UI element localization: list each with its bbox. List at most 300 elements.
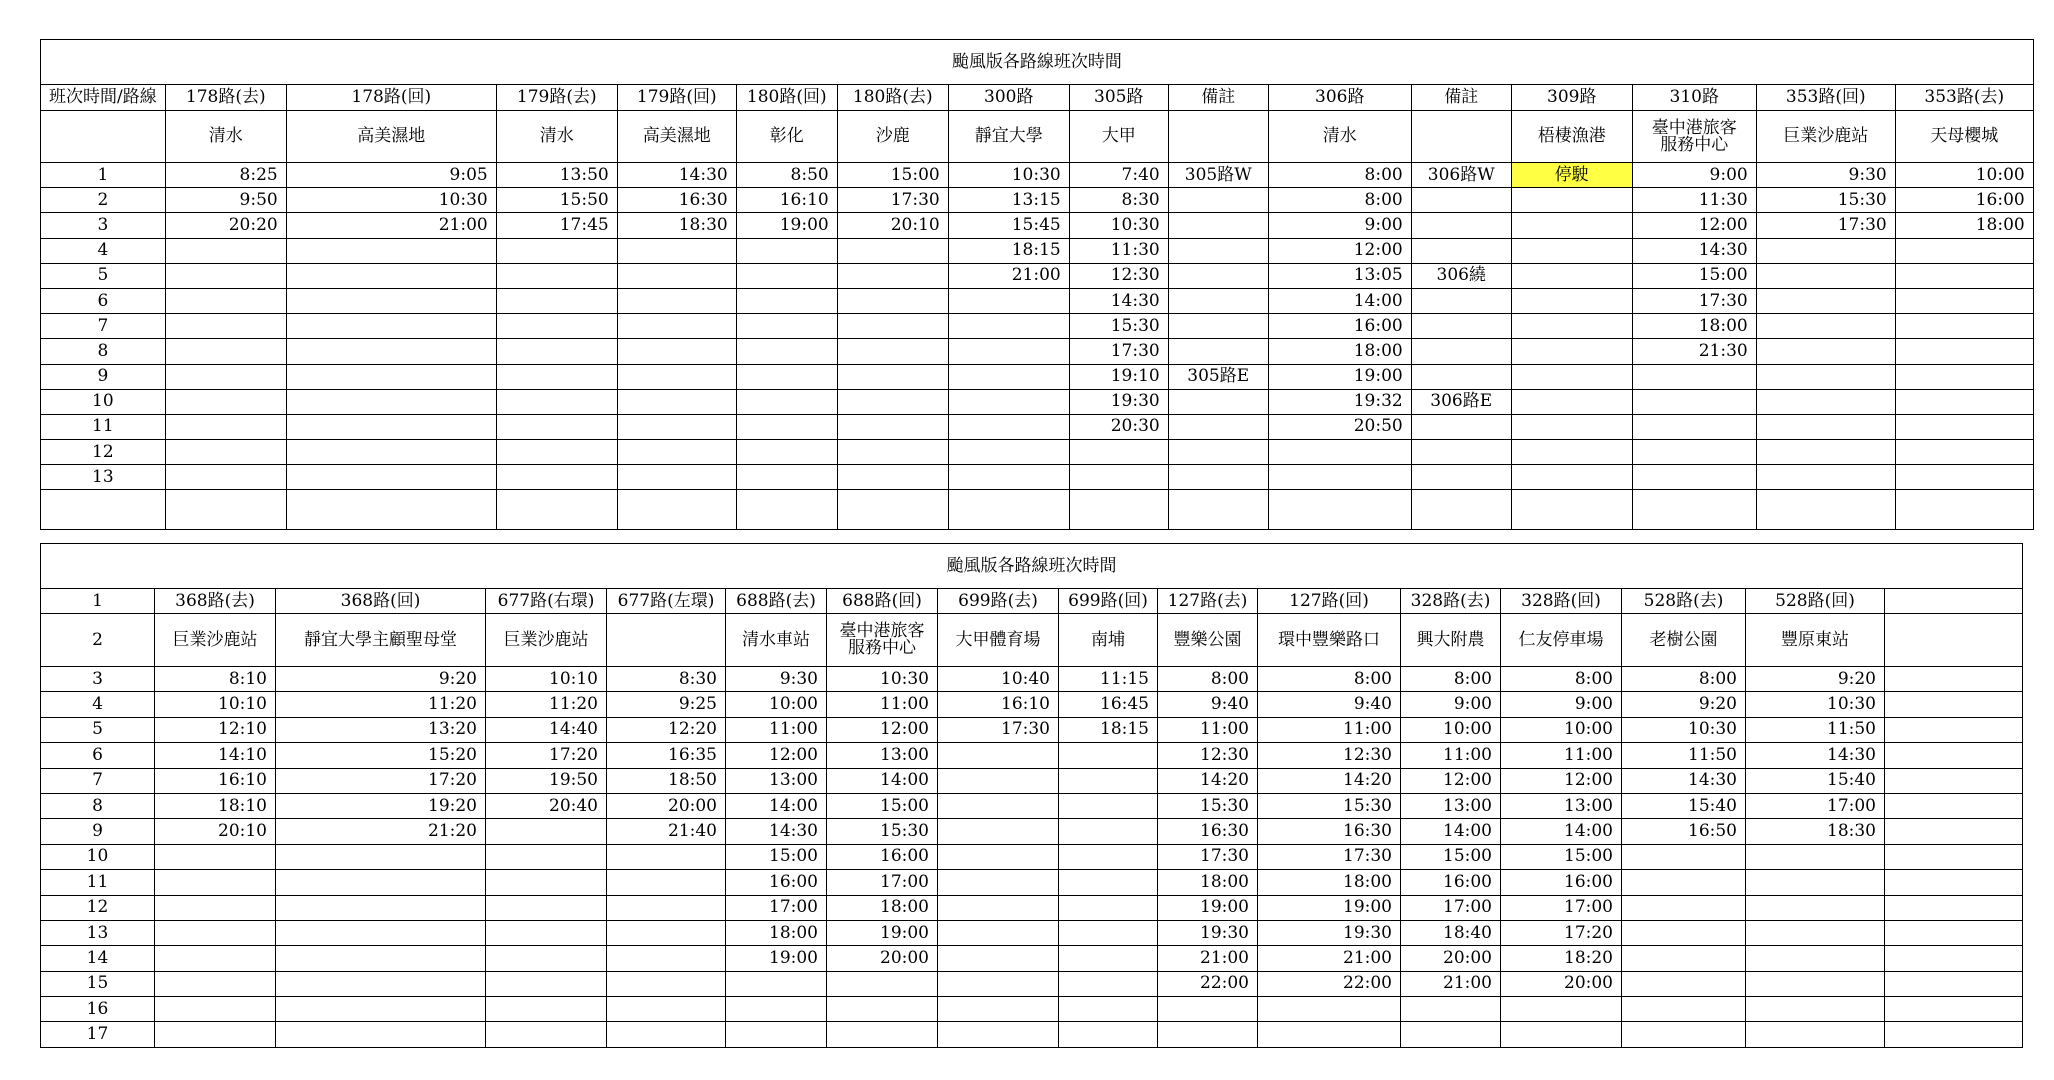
schedule-cell	[607, 997, 726, 1022]
trip-number: 6	[41, 288, 166, 313]
departure-time: 21:00	[1401, 971, 1501, 996]
destination-row	[41, 614, 2023, 667]
departure-time: 19:10	[1069, 364, 1168, 389]
schedule-cell	[1168, 465, 1268, 490]
schedule-cell	[948, 440, 1069, 465]
schedule-cell	[938, 819, 1059, 844]
departure-time: 19:50	[486, 768, 607, 793]
departure-time: 16:10	[938, 692, 1059, 717]
schedule-cell	[1411, 440, 1511, 465]
schedule-cell	[1511, 465, 1632, 490]
destination-cell: 清水	[165, 111, 286, 163]
departure-time: 13:20	[276, 717, 486, 742]
route-header: 備註	[1411, 85, 1511, 111]
schedule-cell	[938, 997, 1059, 1022]
trip-number: 7	[41, 314, 166, 339]
schedule-cell	[496, 364, 617, 389]
schedule-cell	[607, 870, 726, 895]
departure-time: 15:50	[496, 188, 617, 213]
schedule-cell	[1059, 819, 1158, 844]
departure-time: 16:00	[1895, 188, 2033, 213]
table-row	[41, 288, 2034, 313]
schedule-cell	[155, 946, 276, 971]
schedule-cell	[165, 364, 286, 389]
departure-time: 11:30	[1069, 238, 1168, 263]
departure-time: 9:05	[286, 163, 496, 188]
schedule-cell	[286, 414, 496, 439]
departure-time: 20:20	[165, 213, 286, 238]
table-row	[41, 819, 2023, 844]
table-title: 颱風版各路線班次時間	[41, 544, 2023, 589]
schedule-cell	[617, 364, 736, 389]
schedule-cell	[155, 971, 276, 996]
departure-time: 17:00	[726, 895, 827, 920]
table-row	[41, 314, 2034, 339]
schedule-cell	[486, 819, 607, 844]
departure-time: 17:30	[1258, 844, 1401, 869]
schedule-cell	[1168, 440, 1268, 465]
trip-number: 5	[41, 717, 155, 742]
route-header: 180路(去)	[837, 85, 948, 111]
schedule-cell	[1401, 997, 1501, 1022]
departure-time: 20:40	[486, 793, 607, 818]
schedule-cell	[286, 465, 496, 490]
departure-time: 14:00	[1501, 819, 1622, 844]
trip-number: 14	[41, 946, 155, 971]
departure-time: 10:10	[155, 692, 276, 717]
schedule-cell	[948, 465, 1069, 490]
schedule-cell	[1885, 946, 2023, 971]
departure-time: 18:50	[607, 768, 726, 793]
departure-time: 14:10	[155, 743, 276, 768]
table-row	[41, 163, 2034, 188]
departure-time: 9:30	[726, 667, 827, 692]
departure-time: 8:30	[607, 667, 726, 692]
schedule-cell	[617, 339, 736, 364]
departure-time: 17:20	[276, 768, 486, 793]
departure-time: 17:30	[938, 717, 1059, 742]
schedule-cell	[276, 1022, 486, 1047]
table-row	[41, 389, 2034, 414]
departure-time: 14:30	[1622, 768, 1746, 793]
trip-number: 5	[41, 263, 166, 288]
destination-cell: 老樹公園	[1622, 614, 1746, 667]
schedule-cell	[938, 793, 1059, 818]
schedule-cell	[1069, 490, 1168, 530]
destination-cell: 仁友停車場	[1501, 614, 1622, 667]
schedule-cell	[155, 870, 276, 895]
schedule-cell	[165, 339, 286, 364]
schedule-cell	[276, 844, 486, 869]
departure-time: 8:00	[1158, 667, 1258, 692]
departure-time: 8:50	[736, 163, 837, 188]
departure-time: 8:25	[165, 163, 286, 188]
departure-time: 9:50	[165, 188, 286, 213]
schedule-cell	[938, 971, 1059, 996]
trip-number: 17	[41, 1022, 155, 1047]
departure-time: 9:00	[1268, 213, 1411, 238]
schedule-cell	[276, 997, 486, 1022]
schedule-cell	[837, 490, 948, 530]
trip-number: 11	[41, 870, 155, 895]
schedule-cell	[1895, 263, 2033, 288]
schedule-cell	[1895, 389, 2033, 414]
schedule-cell	[1895, 288, 2033, 313]
trip-number: 6	[41, 743, 155, 768]
schedule-cell	[496, 263, 617, 288]
departure-time: 15:00	[837, 163, 948, 188]
departure-time: 12:00	[827, 717, 938, 742]
schedule-cell	[1885, 692, 2023, 717]
trip-number: 15	[41, 971, 155, 996]
trip-number: 7	[41, 768, 155, 793]
schedule-cell	[276, 870, 486, 895]
schedule-cell	[607, 895, 726, 920]
schedule-cell	[1622, 870, 1746, 895]
departure-time: 17:30	[1632, 288, 1756, 313]
departure-time: 16:30	[1258, 819, 1401, 844]
departure-time: 8:00	[1622, 667, 1746, 692]
departure-time: 9:25	[607, 692, 726, 717]
schedule-cell	[607, 844, 726, 869]
schedule-cell	[1168, 490, 1268, 530]
departure-time: 10:00	[1401, 717, 1501, 742]
schedule-cell	[1158, 997, 1258, 1022]
route-header: 179路(回)	[617, 85, 736, 111]
schedule-cell	[837, 238, 948, 263]
schedule-cell	[1632, 364, 1756, 389]
table-row	[41, 717, 2023, 742]
schedule-cell	[1069, 440, 1168, 465]
schedule-cell	[1885, 895, 2023, 920]
destination-cell: 巨業沙鹿站	[486, 614, 607, 667]
schedule-cell	[486, 844, 607, 869]
departure-time: 15:00	[1401, 844, 1501, 869]
departure-time: 18:20	[1501, 946, 1622, 971]
schedule-cell	[165, 465, 286, 490]
departure-time: 16:00	[827, 844, 938, 869]
departure-time: 11:00	[827, 692, 938, 717]
note-cell: 305路W	[1168, 163, 1268, 188]
table-row	[41, 793, 2023, 818]
schedule-cell	[1622, 997, 1746, 1022]
schedule-cell	[1622, 844, 1746, 869]
departure-time: 18:15	[1059, 717, 1158, 742]
table-row	[41, 971, 2023, 996]
departure-time: 20:00	[1501, 971, 1622, 996]
departure-time: 12:30	[1158, 743, 1258, 768]
schedule-cell	[1511, 188, 1632, 213]
schedule-cell	[1746, 946, 1885, 971]
schedule-cell	[1268, 490, 1411, 530]
destination-cell: 沙鹿	[837, 111, 948, 163]
schedule-cell	[1511, 213, 1632, 238]
departure-time: 15:00	[1501, 844, 1622, 869]
schedule-cell	[736, 263, 837, 288]
schedule-cell	[276, 920, 486, 945]
schedule-cell	[1885, 844, 2023, 869]
departure-time: 10:30	[827, 667, 938, 692]
route-header-row	[41, 589, 2023, 614]
schedule-cell	[1895, 364, 2033, 389]
departure-time: 16:00	[1501, 870, 1622, 895]
schedule-cell	[948, 339, 1069, 364]
schedule-cell	[486, 870, 607, 895]
schedule-cell	[1622, 946, 1746, 971]
schedule-table-2	[40, 543, 2023, 1048]
row-label: 2	[41, 614, 155, 667]
route-header: 305路	[1069, 85, 1168, 111]
schedule-cell	[1511, 364, 1632, 389]
schedule-cell	[736, 465, 837, 490]
departure-time: 20:00	[607, 793, 726, 818]
schedule-cell	[276, 971, 486, 996]
schedule-cell	[1411, 238, 1511, 263]
schedule-cell	[736, 389, 837, 414]
trip-number: 9	[41, 819, 155, 844]
departure-time: 18:00	[827, 895, 938, 920]
schedule-cell	[1885, 743, 2023, 768]
schedule-cell	[486, 971, 607, 996]
departure-time: 17:30	[1069, 339, 1168, 364]
table-row	[41, 895, 2023, 920]
schedule-cell	[165, 490, 286, 530]
schedule-cell	[736, 314, 837, 339]
departure-time: 20:50	[1268, 414, 1411, 439]
schedule-cell	[1059, 793, 1158, 818]
schedule-cell	[165, 263, 286, 288]
departure-time: 15:30	[1158, 793, 1258, 818]
departure-time: 10:30	[286, 188, 496, 213]
table-row	[41, 188, 2034, 213]
departure-time: 21:00	[948, 263, 1069, 288]
trip-number: 3	[41, 213, 166, 238]
schedule-cell	[286, 364, 496, 389]
destination-cell: 天母櫻城	[1895, 111, 2033, 163]
departure-time: 15:30	[827, 819, 938, 844]
departure-time: 19:00	[726, 946, 827, 971]
schedule-cell	[1632, 414, 1756, 439]
schedule-cell	[1895, 490, 2033, 530]
schedule-cell	[165, 288, 286, 313]
departure-time: 15:00	[1632, 263, 1756, 288]
schedule-cell	[1632, 490, 1756, 530]
destination-cell	[607, 614, 726, 667]
schedule-cell	[1511, 414, 1632, 439]
departure-time: 14:00	[1268, 288, 1411, 313]
row-label: 1	[41, 589, 155, 614]
schedule-cell	[1411, 188, 1511, 213]
departure-time: 21:40	[607, 819, 726, 844]
schedule-cell	[1756, 339, 1895, 364]
schedule-cell	[938, 768, 1059, 793]
departure-time: 13:00	[1501, 793, 1622, 818]
table-row	[41, 414, 2034, 439]
departure-time: 14:20	[1258, 768, 1401, 793]
departure-time: 9:00	[1501, 692, 1622, 717]
table-row	[41, 465, 2034, 490]
departure-time: 17:30	[837, 188, 948, 213]
destination-cell: 清水	[1268, 111, 1411, 163]
departure-time: 16:30	[617, 188, 736, 213]
note-cell: 306繞	[1411, 263, 1511, 288]
departure-time: 18:30	[617, 213, 736, 238]
trip-number: 12	[41, 895, 155, 920]
route-header: 528路(回)	[1746, 589, 1885, 614]
schedule-cell	[617, 288, 736, 313]
route-header: 677路(左環)	[607, 589, 726, 614]
schedule-cell	[1756, 490, 1895, 530]
trip-number: 10	[41, 389, 166, 414]
schedule-cell	[617, 314, 736, 339]
departure-time: 16:50	[1622, 819, 1746, 844]
departure-time: 9:30	[1756, 163, 1895, 188]
departure-time: 8:00	[1258, 667, 1401, 692]
departure-time: 19:00	[1268, 364, 1411, 389]
table-row	[41, 440, 2034, 465]
departure-time: 10:40	[938, 667, 1059, 692]
trip-number: 13	[41, 465, 166, 490]
schedule-cell	[1885, 717, 2023, 742]
schedule-cell	[496, 414, 617, 439]
departure-time: 10:00	[1501, 717, 1622, 742]
departure-time: 18:00	[1158, 870, 1258, 895]
schedule-cell	[1168, 339, 1268, 364]
departure-time: 19:00	[736, 213, 837, 238]
schedule-cell	[1622, 971, 1746, 996]
schedule-cell	[1895, 414, 2033, 439]
departure-time: 20:30	[1069, 414, 1168, 439]
departure-time: 10:10	[486, 667, 607, 692]
schedule-cell	[1746, 997, 1885, 1022]
trip-number: 2	[41, 188, 166, 213]
table-row	[41, 490, 2034, 530]
departure-time: 10:30	[1746, 692, 1885, 717]
schedule-cell	[736, 414, 837, 439]
schedule-cell	[1168, 238, 1268, 263]
schedule-cell	[938, 870, 1059, 895]
table-row	[41, 1022, 2023, 1047]
departure-time: 17:30	[1158, 844, 1258, 869]
schedule-cell	[496, 465, 617, 490]
departure-time: 16:00	[1268, 314, 1411, 339]
departure-time: 17:20	[1501, 920, 1622, 945]
route-header: 180路(回)	[736, 85, 837, 111]
departure-time: 11:00	[726, 717, 827, 742]
schedule-cell	[938, 895, 1059, 920]
departure-time: 16:00	[1401, 870, 1501, 895]
schedule-cell	[938, 844, 1059, 869]
schedule-cell	[1756, 314, 1895, 339]
table-title: 颱風版各路線班次時間	[41, 40, 2034, 85]
departure-time: 10:00	[1895, 163, 2033, 188]
schedule-cell	[948, 490, 1069, 530]
schedule-cell	[948, 389, 1069, 414]
schedule-cell	[1511, 314, 1632, 339]
departure-time: 16:10	[736, 188, 837, 213]
departure-time: 9:20	[1622, 692, 1746, 717]
schedule-cell	[1885, 768, 2023, 793]
trip-number: 9	[41, 364, 166, 389]
schedule-cell	[155, 997, 276, 1022]
table-row	[41, 667, 2023, 692]
departure-time: 12:00	[1401, 768, 1501, 793]
schedule-cell	[1411, 213, 1511, 238]
schedule-cell	[617, 263, 736, 288]
departure-time: 10:00	[726, 692, 827, 717]
departure-time: 9:40	[1158, 692, 1258, 717]
schedule-cell	[1746, 920, 1885, 945]
schedule-cell	[486, 997, 607, 1022]
departure-time: 11:20	[486, 692, 607, 717]
schedule-cell	[286, 490, 496, 530]
schedule-cell	[617, 465, 736, 490]
schedule-cell	[1756, 364, 1895, 389]
departure-time: 18:00	[1268, 339, 1411, 364]
schedule-cell	[496, 440, 617, 465]
route-header: 300路	[948, 85, 1069, 111]
schedule-cell	[1411, 339, 1511, 364]
table-row	[41, 263, 2034, 288]
route-header: 699路(回)	[1059, 589, 1158, 614]
schedule-cell	[617, 414, 736, 439]
schedule-cell	[1746, 844, 1885, 869]
schedule-cell	[1168, 288, 1268, 313]
route-header: 368路(回)	[276, 589, 486, 614]
trip-number: 16	[41, 997, 155, 1022]
departure-time: 18:10	[155, 793, 276, 818]
schedule-cell	[736, 288, 837, 313]
schedule-cell	[1268, 465, 1411, 490]
schedule-cell	[938, 743, 1059, 768]
schedule-cell	[486, 1022, 607, 1047]
schedule-cell	[1511, 490, 1632, 530]
schedule-cell	[1895, 339, 2033, 364]
schedule-cell	[1411, 490, 1511, 530]
departure-time: 14:30	[1632, 238, 1756, 263]
departure-time: 8:10	[155, 667, 276, 692]
departure-time: 14:20	[1158, 768, 1258, 793]
departure-time: 20:00	[827, 946, 938, 971]
schedule-cell	[1411, 414, 1511, 439]
departure-time: 15:00	[726, 844, 827, 869]
departure-time: 12:30	[1069, 263, 1168, 288]
schedule-cell	[736, 440, 837, 465]
schedule-cell	[1168, 389, 1268, 414]
departure-time: 17:20	[486, 743, 607, 768]
route-header: 699路(去)	[938, 589, 1059, 614]
destination-cell: 彰化	[736, 111, 837, 163]
schedule-cell	[827, 971, 938, 996]
schedule-cell	[837, 389, 948, 414]
schedule-cell	[1168, 414, 1268, 439]
route-header: 178路(回)	[286, 85, 496, 111]
departure-time: 19:30	[1158, 920, 1258, 945]
schedule-cell	[286, 314, 496, 339]
schedule-table-1	[40, 39, 2034, 530]
departure-time: 15:40	[1622, 793, 1746, 818]
schedule-cell	[1746, 1022, 1885, 1047]
schedule-cell	[165, 389, 286, 414]
departure-time: 13:15	[948, 188, 1069, 213]
schedule-cell	[1622, 895, 1746, 920]
departure-time: 19:32	[1268, 389, 1411, 414]
trip-number	[41, 490, 166, 530]
departure-time: 11:00	[1258, 717, 1401, 742]
destination-cell	[1885, 614, 2023, 667]
schedule-cell	[276, 895, 486, 920]
trip-number: 13	[41, 920, 155, 945]
